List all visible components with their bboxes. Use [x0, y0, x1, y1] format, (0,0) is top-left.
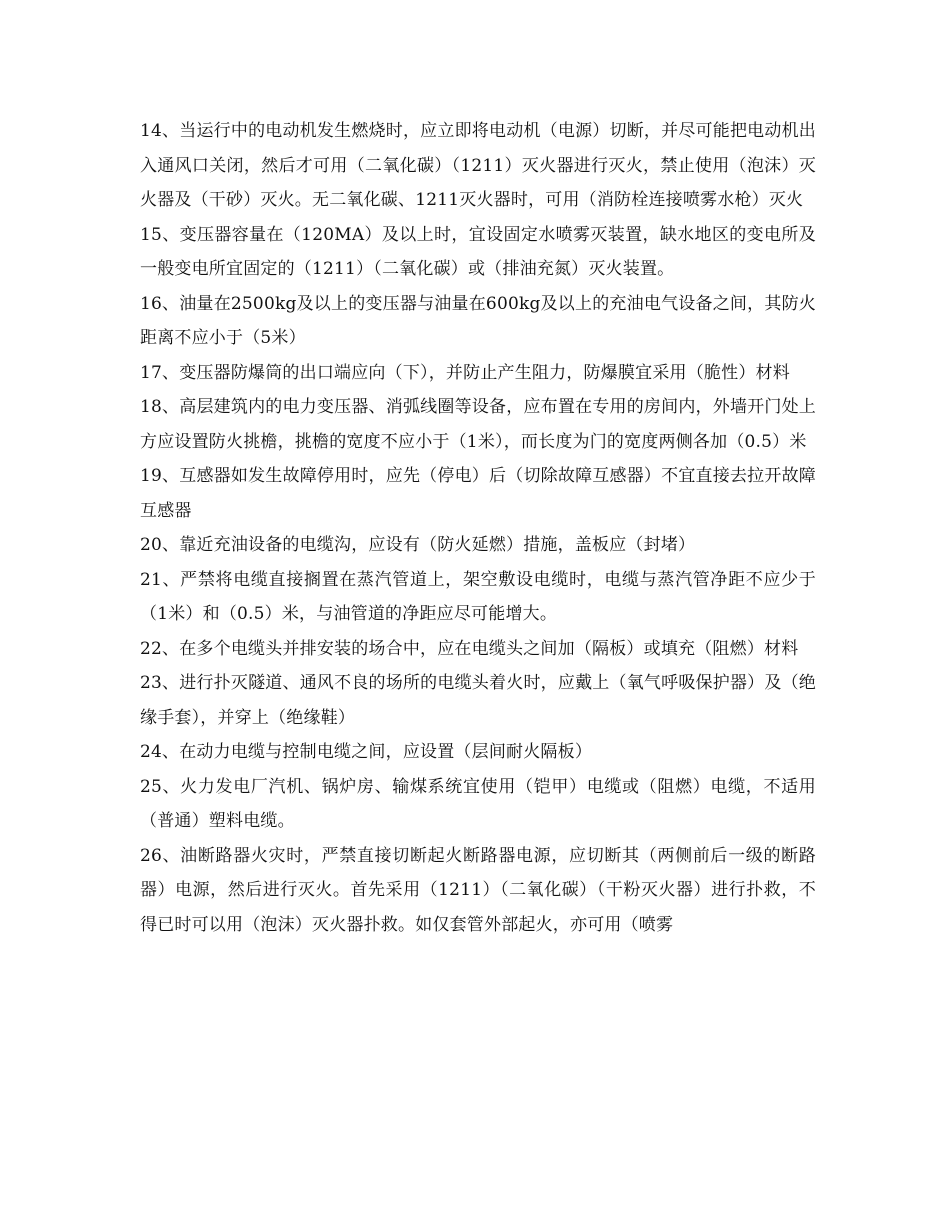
paragraph-19: 19、互感器如发生故障停用时，应先（停电）后（切除故障互感器）不宜直接去拉开故障互感器 — [140, 466, 816, 521]
paragraph-15: 15、变压器容量在（120MA）及以上时，宜设固定水喷雾灭装置，缺水地区的变电所及一般变电所宜固定的（1211）（二氧化碳）或（排油充氮）灭火装置。 — [140, 224, 816, 279]
paragraph-20: 20、靠近充油设备的电缆沟，应设有（防火延燃）措施，盖板应（封堵） — [140, 535, 696, 555]
paragraph-17: 17、变压器防爆筒的出口端应向（下），并防止产生阻力，防爆膜宜采用（脆性）材料 — [140, 362, 790, 383]
paragraph-21: 21、严禁将电缆直接搁置在蒸汽管道上，架空敷设电缆时，电缆与蒸汽管净距不应少于（1米）和（0.5）米，与油管道的净距应尽可能增大。 — [140, 569, 816, 624]
paragraph-18: 18、高层建筑内的电力变压器、消弧线圈等设备，应布置在专用的房间内，外墙开门处上方应设置防火挑檐，挑檐的宽度不应小于（1米），而长度为门的宽度两侧各加（0.5）米 — [140, 397, 816, 452]
document-body — [140, 114, 816, 942]
paragraph-26: 26、油断路器火灾时，严禁直接切断起火断路器电源，应切断其（两侧前后一级的断路器）电源，然后进行灭火。首先采用（1211）（二氧化碳）（干粉灭火器）进行扑救，不得已时可以用（泡沫）灭火器扑救。如仅套管外部起火，亦可用（喷雾 — [140, 845, 816, 935]
paragraph-23: 23、进行扑灭隧道、通风不良的场所的电缆头着火时，应戴上（氧气呼吸保护器）及（绝缘手套），并穿上（绝缘鞋） — [140, 673, 816, 728]
paragraph-14: 14、当运行中的电动机发生燃烧时，应立即将电动机（电源）切断，并尽可能把电动机出入通风口关闭，然后才可用（二氧化碳）（1211）灭火器进行灭火，禁止使用（泡沫）灭火器及（干砂）灭火。无二氧化碳、1211灭火器时，可用（消防栓连接喷雾水枪）灭火 — [140, 121, 816, 210]
paragraph-22: 22、在多个电缆头并排安装的场合中，应在电缆头之间加（隔板）或填充（阻燃）材料 — [140, 638, 799, 659]
paragraph-25: 25、火力发电厂汽机、锅炉房、输煤系统宜使用（铠甲）电缆或（阻燃）电缆，不适用（普通）塑料电缆。 — [140, 776, 816, 831]
paragraph-16: 16、油量在2500kg及以上的变压器与油量在600kg及以上的充油电气设备之间，其防火距离不应小于（5米） — [140, 293, 816, 348]
paragraph-24: 24、在动力电缆与控制电缆之间，应设置（层间耐火隔板） — [140, 742, 593, 762]
